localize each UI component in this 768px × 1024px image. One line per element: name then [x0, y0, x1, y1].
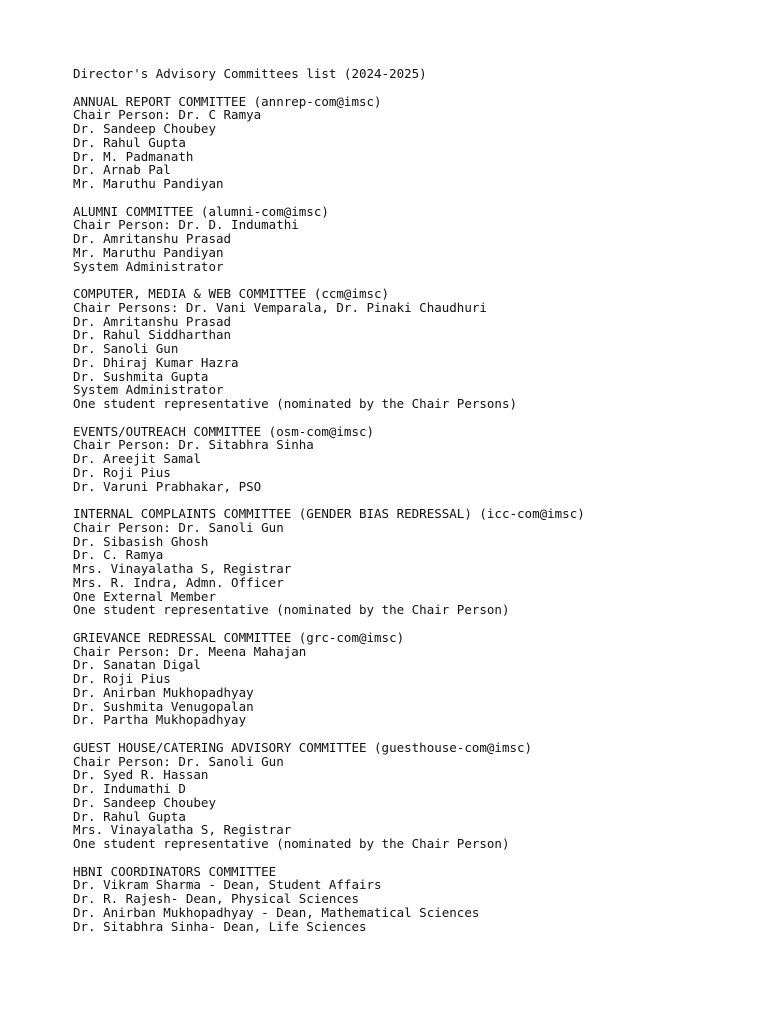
member-line: Dr. Amritanshu Prasad	[73, 313, 232, 329]
committee-guest-house-catering	[73, 741, 753, 851]
member-line: Dr. M. Padmanath	[73, 148, 194, 164]
member-line: Dr. Rahul Siddharthan	[73, 327, 232, 343]
member-line: Mr. Maruthu Pandiyan	[73, 176, 224, 191]
spacer	[73, 727, 753, 741]
committee-hbni-coordinators	[73, 865, 753, 934]
member-line: Dr. Sibasish Ghosh	[73, 533, 209, 549]
member-line: Mrs. Vinayalatha S, Registrar	[73, 561, 292, 576]
member-line: Dr. Sandeep Choubey	[73, 121, 216, 136]
committee-grievance-redressal	[73, 631, 753, 727]
spacer	[73, 273, 753, 287]
member-line: Dr. Areejit Samal	[73, 451, 201, 466]
committee-heading: INTERNAL COMPLAINTS COMMITTEE (GENDER BIAS REDRESSAL) (icc-com@imsc)	[73, 506, 585, 521]
member-line: Dr. Sandeep Choubey	[73, 794, 216, 810]
member-line: Dr. Anirban Mukhopadhyay	[73, 684, 254, 700]
member-line: Dr. Dhiraj Kumar Hazra	[73, 354, 239, 370]
member-line: Dr. Roji Pius	[73, 671, 171, 686]
member-line: Dr. Amritanshu Prasad	[73, 231, 232, 246]
member-line: Dr. Sitabhra Sinha- Dean, Life Sciences	[73, 918, 367, 934]
member-line: Chair Person: Dr. Sitabhra Sinha	[73, 437, 314, 453]
member-line: Dr. Roji Pius	[73, 464, 171, 480]
member-line: Chair Person: Dr. Sanoli Gun	[73, 753, 284, 769]
spacer	[73, 617, 753, 631]
member-line: Dr. Sanatan Digal	[73, 657, 201, 673]
committee-annual-report	[73, 95, 753, 191]
spacer	[73, 493, 753, 507]
member-line: Dr. Vikram Sharma - Dean, Student Affairs	[73, 877, 382, 893]
committee-heading: ANNUAL REPORT COMMITTEE (annrep-com@imsc)	[73, 93, 382, 109]
member-line: Mrs. Vinayalatha S, Registrar	[73, 822, 292, 838]
committee-heading: GRIEVANCE REDRESSAL COMMITTEE (grc-com@imsc)	[73, 629, 405, 645]
member-line: Dr. Rahul Gupta	[73, 808, 186, 824]
member-line: Dr. R. Rajesh- Dean, Physical Sciences	[73, 891, 359, 906]
member-line: Mrs. R. Indra, Admn. Officer	[73, 574, 284, 590]
spacer	[73, 191, 753, 205]
committee-alumni	[73, 205, 753, 274]
member-line: One student representative (nominated by the Chair Persons)	[73, 396, 518, 411]
member-line: Dr. Anirban Mukhopadhyay - Dean, Mathematical Sciences	[73, 904, 480, 920]
member-line: Dr. Syed R. Hassan	[73, 767, 209, 783]
document-title: Director's Advisory Committees list (2024-2025)	[73, 66, 427, 81]
committee-heading: GUEST HOUSE/CATERING ADVISORY COMMITTEE (guesthouse-com@imsc)	[73, 739, 533, 755]
member-line: Chair Person: Dr. Meena Mahajan	[73, 643, 307, 659]
committee-heading: COMPUTER, MEDIA & WEB COMMITTEE (ccm@imsc)	[73, 286, 390, 301]
member-line: One student representative (nominated by the Chair Person)	[73, 602, 510, 618]
member-line: Dr. Sushmita Venugopalan	[73, 698, 254, 714]
member-line: One External Member	[73, 588, 216, 604]
member-line: Chair Person: Dr. D. Indumathi	[73, 217, 299, 233]
member-line: Dr. C. Ramya	[73, 547, 164, 563]
committee-heading: ALUMNI COMMITTEE (alumni-com@imsc)	[73, 203, 329, 219]
member-line: System Administrator	[73, 382, 224, 398]
spacer	[73, 411, 753, 425]
member-line: Dr. Partha Mukhopadhyay	[73, 712, 247, 728]
committee-heading: HBNI COORDINATORS COMMITTEE	[73, 863, 277, 879]
member-line: Dr. Sanoli Gun	[73, 341, 179, 356]
member-line: Chair Person: Dr. C Ramya	[73, 107, 262, 123]
member-line: Dr. Indumathi D	[73, 781, 186, 796]
member-line: Chair Person: Dr. Sanoli Gun	[73, 519, 284, 535]
committee-events-outreach	[73, 425, 753, 494]
member-line: Dr. Rahul Gupta	[73, 134, 186, 150]
committee-internal-complaints	[73, 507, 753, 617]
committee-computer-media-web	[73, 287, 753, 411]
member-line: System Administrator	[73, 258, 224, 274]
member-line: One student representative (nominated by the Chair Person)	[73, 836, 510, 851]
member-line: Mr. Maruthu Pandiyan	[73, 244, 224, 260]
committee-heading: EVENTS/OUTREACH COMMITTEE (osm-com@imsc)	[73, 423, 375, 439]
member-line: Dr. Arnab Pal	[73, 162, 171, 178]
spacer	[73, 81, 753, 95]
member-line: Chair Persons: Dr. Vani Vemparala, Dr. Pinaki Chaudhuri	[73, 299, 487, 315]
spacer	[73, 851, 753, 865]
document-page	[73, 67, 753, 933]
member-line: Dr. Varuni Prabhakar, PSO	[73, 478, 262, 494]
member-line: Dr. Sushmita Gupta	[73, 368, 209, 384]
